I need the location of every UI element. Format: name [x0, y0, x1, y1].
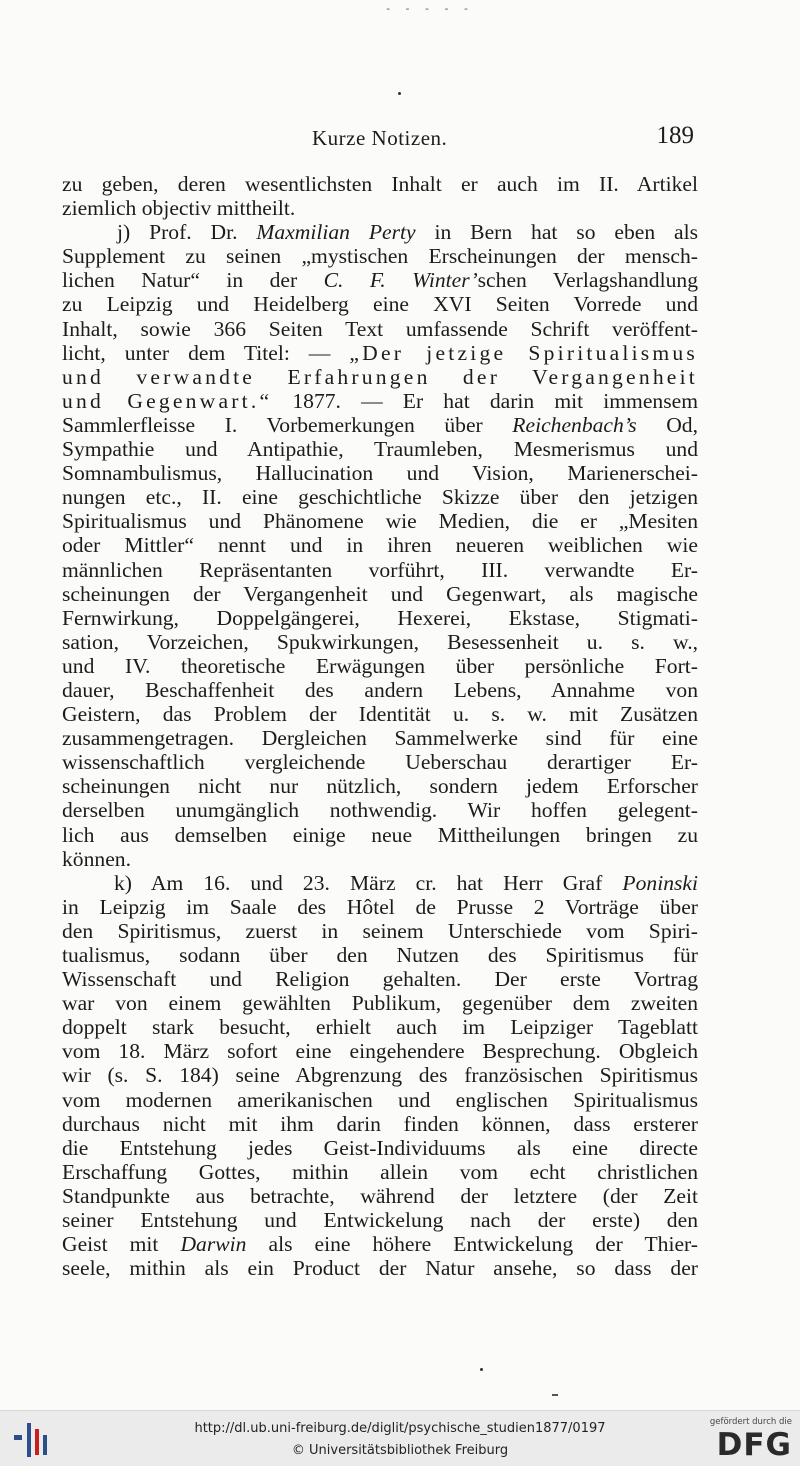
text-line: Sympathie und Antipathie, Traumleben, Mesmerismus und — [62, 437, 698, 462]
text-line-part: licht, unter dem Titel: — — [62, 340, 350, 365]
text-line: Inhalt, sowie 366 Seiten Text umfassende Schrift veröffent- — [62, 316, 698, 341]
book-title-part: „Der jetzige Spiritualismus — [349, 340, 698, 365]
text-line: zusammengetragen. Dergleichen Sammelwerke sind für eine — [62, 726, 698, 751]
text-line: ziemlich objectiv mittheilt. — [62, 196, 296, 221]
text-line-part: Sammlerfleisse I. Vorbemerkungen über — [62, 412, 513, 437]
viewer-footer — [0, 1410, 800, 1466]
person-name-reichenbach: Reichenbach’s — [512, 412, 637, 437]
running-head — [62, 120, 698, 152]
person-name-perty: Maxmilian Perty — [256, 220, 416, 245]
text-line — [62, 413, 698, 437]
text-line: wir (s. S. 184) seine Abgrenzung des französischen Spiritismus — [62, 1063, 698, 1088]
text-line: lich aus demselben einige neue Mittheilungen bringen zu — [62, 822, 698, 847]
text-line — [62, 220, 698, 244]
text-line: Somnambulismus, Hallucination und Vision, Marienerschei- — [62, 461, 698, 486]
text-line: und IV. theoretische Erwägungen über persönliche Fort- — [62, 653, 698, 678]
text-line-part: lichen Natur“ in der — [62, 268, 324, 293]
text-line-part: Od, — [636, 412, 698, 437]
dfg-logo[interactable]: DFG — [716, 1427, 792, 1463]
text-line: nungen etc., II. eine geschichtliche Skizze über den jetzigen — [62, 485, 698, 510]
text-line: seiner Entstehung und Entwickelung nach der erste) den — [62, 1208, 698, 1233]
text-line-part: 1877. — Er hat darin mit immensem — [272, 388, 698, 413]
text-line: zu Leipzig und Heidelberg eine XVI Seiten Vorrede und — [62, 292, 698, 317]
text-line: den Spiritismus, zuerst in seinem Unterschiede vom Spiri- — [62, 918, 698, 943]
text-line: männlichen Repräsentanten vorführt, III. verwandte Er- — [62, 557, 698, 582]
scan-speck — [480, 1368, 483, 1371]
text-line — [62, 871, 698, 895]
text-line: sation, Vorzeichen, Spukwirkungen, Besessenheit u. s. w., — [62, 629, 698, 654]
text-line: vom 18. März sofort eine eingehendere Besprechung. Obgleich — [62, 1039, 698, 1064]
text-line-part: Geist mit — [62, 1232, 181, 1257]
text-line-part: j) Prof. Dr. — [117, 220, 257, 245]
text-line: oder Mittler“ nennt und in ihren neueren weiblichen wie — [62, 533, 698, 558]
text-line — [62, 1232, 698, 1256]
text-line: und verwandte Erfahrungen der Vergangenheit — [62, 364, 698, 389]
body-text — [62, 172, 698, 1280]
text-line: war von einem gewählten Publikum, gegenüber dem zweiten — [62, 991, 698, 1016]
permalink-url[interactable]: http://dl.ub.uni-freiburg.de/diglit/psychische_studien1877/0197 — [194, 1421, 606, 1436]
scan-speck — [398, 92, 401, 95]
text-line: Spiritualismus und Phänomene wie Medien, die er „Mesiten — [62, 509, 698, 534]
text-line: scheinungen der Vergangenheit und Gegenwart, als magische — [62, 581, 698, 606]
text-line-part: k) Am 16. und 23. März cr. hat Herr Graf — [114, 870, 623, 895]
text-line-part: in Bern hat so eben als — [415, 220, 699, 245]
text-line: seele, mithin als ein Product der Natur ansehe, so dass der — [62, 1256, 698, 1281]
text-line — [62, 389, 698, 413]
text-line — [62, 268, 698, 292]
text-line: Erschaffung Gottes, mithin allein vom echt christlichen — [62, 1159, 698, 1184]
text-line — [62, 341, 698, 365]
text-line: Supplement zu seinen „mystischen Erscheinungen der mensch- — [62, 244, 698, 269]
text-line: Standpunkte aus betrachte, während der letztere (der Zeit — [62, 1183, 698, 1208]
text-line: können. — [62, 846, 131, 871]
text-line: vom modernen amerikanischen und englischen Spiritualismus — [62, 1087, 698, 1112]
text-line: scheinungen nicht nur nützlich, sondern jedem Erforscher — [62, 774, 698, 799]
copyright-notice: © Universitätsbibliothek Freiburg — [291, 1443, 509, 1458]
scan-speck — [552, 1394, 558, 1396]
person-name-poninski: Poninski — [622, 870, 698, 895]
text-line: Fernwirkung, Doppelgängerei, Hexerei, Ekstase, Stigmati- — [62, 605, 698, 630]
text-line: derselben unumgänglich nothwendig. Wir hoffen gelegent- — [62, 798, 698, 823]
text-line: doppelt stark besucht, erhielt auch im Leipziger Tageblatt — [62, 1015, 698, 1040]
book-title-part: und Gegenwart.“ — [62, 388, 273, 413]
text-line: Wissenschaft und Religion gehalten. Der erste Vortrag — [62, 967, 698, 992]
text-line: dauer, Beschaffenheit des andern Lebens, Annahme von — [62, 677, 698, 702]
text-line: die Entstehung jedes Geist-Individuums als eine directe — [62, 1135, 698, 1160]
running-head-title: Kurze Notizen. — [312, 126, 448, 150]
text-line: in Leipzig im Saale des Hôtel de Prusse 2 Vorträge über — [62, 894, 698, 919]
sponsor-label: gefördert durch die — [709, 1417, 792, 1427]
text-line: tualismus, sodann über den Nutzen des Spiritismus für — [62, 943, 698, 967]
text-line-part: als eine höhere Entwickelung der Thier- — [246, 1232, 698, 1257]
text-line: Geistern, das Problem der Identität u. s. w. mit Zusätzen — [62, 702, 698, 727]
person-name-darwin: Darwin — [180, 1232, 247, 1257]
text-line: zu geben, deren wesentlichsten Inhalt er auch im II. Artikel — [62, 172, 698, 196]
publisher-name: C. F. Winter’ — [323, 268, 478, 293]
text-line: wissenschaftlich vergleichende Ueberschau derartiger Er- — [62, 750, 698, 775]
page-number: 189 — [656, 122, 694, 149]
top-scan-marks: - - - - - — [386, 2, 474, 15]
text-line: durchaus nicht mit ihm darin finden können, dass ersterer — [62, 1111, 698, 1136]
text-line-part: schen Verlagshandlung — [477, 268, 698, 293]
